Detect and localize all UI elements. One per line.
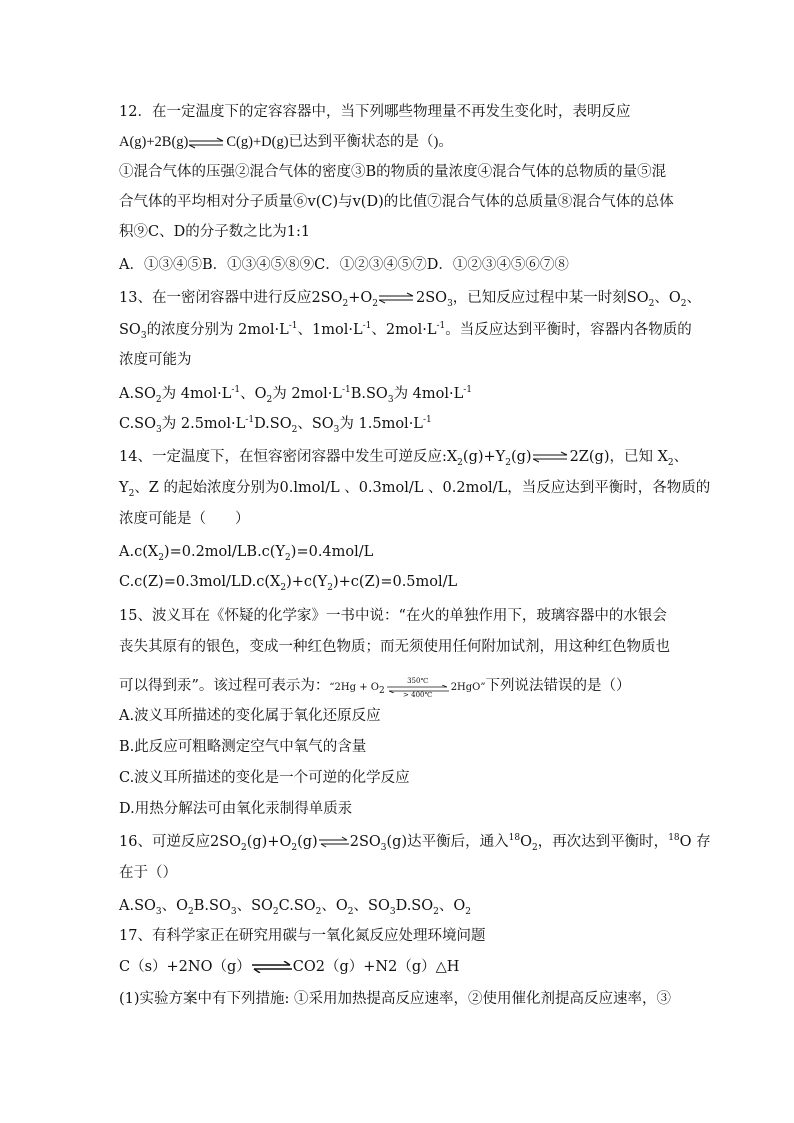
- q16-line2: 在于（）: [119, 865, 177, 881]
- equilibrium-arrow-icon: [533, 451, 569, 463]
- q17-line2: C（s）+2NO（g） CO2（g）+N2（g）△H: [119, 959, 460, 975]
- q15-line1: 15、波义耳在《怀疑的化学家》一书中说：“在火的单独作用下，玻璃容器中的水银会: [119, 608, 667, 624]
- q14-line3: 浓度可能是（ ）: [119, 511, 250, 527]
- q13-line2: $SO_3$的浓度分别为 $2mol\cdot L^{-1}$、$1mol\cdot L^{-1}$、$2mol\cdot L^{-1}$。当反应达到平衡时，容器内各物质的: [119, 321, 692, 341]
- q15-equation: “$2Hg + O_2$ 350℃ > 400℃ 2HgO”: [329, 676, 486, 699]
- q13-line3: 浓度可能为: [119, 352, 192, 368]
- q14-options-cd: $C.c(Z)=0.3mol/LD.c(X_2)+c(Y_2)+c(Z)=0.5mol/L$: [119, 574, 458, 593]
- q17-line3: (1)实验方案中有下列措施: ①采用加热提高反应速率，②使用催化剂提高反应速率，③: [119, 991, 672, 1007]
- reaction-condition-arrow: 350℃ > 400℃: [387, 677, 449, 699]
- q12-options: A．①③④⑤B．①③④⑤⑧⑨C．①②③④⑤⑦D．①②③④⑤⑥⑦⑧: [119, 257, 569, 273]
- q17-line1: 17、有科学家正在研究用碳与一氧化氮反应处理环境问题: [119, 928, 486, 944]
- q13-line1: 13、在一密闭容器中进行反应$2SO_2+O_2$ $2SO_3$，已知反应过程中某一时刻$SO_2$、$O_2$、: [119, 290, 701, 309]
- q14-line2: $Y_2$、Z 的起始浓度分别为0.lmol/L 、0.3mol/L 、0.2mol/L，当反应达到平衡时，各物质的: [119, 480, 711, 499]
- q15-line2: 丧失其原有的银色，变成一种红色物质；而无须使用任何附加试剂，用这种红色物质也: [119, 639, 670, 655]
- q13-options-ab: $A.SO_2$为 $4mol\cdot L^{-1}$、$O_2$为 $2mol\cdot L^{-1}B.SO_3$为 $4mol\cdot L^{-1}$: [119, 385, 473, 405]
- q15-option-d: D.用热分解法可由氧化汞制得单质汞: [119, 801, 353, 817]
- q12-line5: 积⑨C、D的分子数之比为1:1: [119, 224, 311, 240]
- q12-line2: A(g)+2B(g) C(g)+D(g)已达到平衡状态的是（)。: [119, 134, 453, 150]
- q12-line3: ①混合气体的压强②混合气体的密度③B的物质的量浓度④混合气体的总物质的量⑤混: [119, 164, 667, 180]
- q15-option-c: C.波义耳所描述的变化是一个可逆的化学反应: [119, 770, 410, 786]
- equilibrium-arrow-icon: [319, 836, 349, 848]
- q12-line4: 合气体的平均相对分子质量⑥v(C)与v(D)的比值⑦混合气体的总质量⑧混合气体的总体: [119, 194, 674, 210]
- equilibrium-arrow-icon: [252, 961, 292, 973]
- q14-line1: 14、一定温度下，在恒容密闭容器中发生可逆反应$:X_2(g)+Y_2(g)$ 2Z(g)，已知 $X_2$、: [119, 449, 689, 468]
- q13-options-cd: $C.SO_3$为 $2.5mol\cdot L^{-1}D.SO_2$、$SO_3$为 $1.5mol\cdot L^{-1}$: [119, 415, 432, 435]
- q15-line3: 可以得到汞”。该过程可表示为：“$2Hg + O_2$ 350℃ > 400℃ 2HgO”下列说法错误的是（）: [119, 676, 631, 699]
- equilibrium-arrow-icon: [379, 292, 415, 304]
- q15-option-a: A.波义耳所描述的变化属于氧化还原反应: [119, 708, 381, 724]
- equilibrium-arrow-icon: [189, 137, 225, 149]
- q16-line1: 16、可逆反应$2SO_2(g)+O_2(g)$ $2SO_3(g)$达平衡后，通入$^{18}O_2$，再次达到平衡时，$^{18}$O 存: [119, 833, 711, 853]
- q12-line1: 12．在一定温度下的定容容器中，当下列哪些物理量不再发生变化时，表明反应: [119, 104, 631, 120]
- q15-option-b: B.此反应可粗略测定空气中氧气的含量: [119, 739, 367, 755]
- q16-options: $A.SO_3$、$O_2B.SO_3$、$SO_2C.SO_2$、$O_2$、$SO_3D.SO_2$、$O_2$: [119, 898, 471, 917]
- q14-options-ab: $A.c(X_2)=0.2mol/LB.c(Y_2)=0.4mol/L$: [119, 544, 374, 563]
